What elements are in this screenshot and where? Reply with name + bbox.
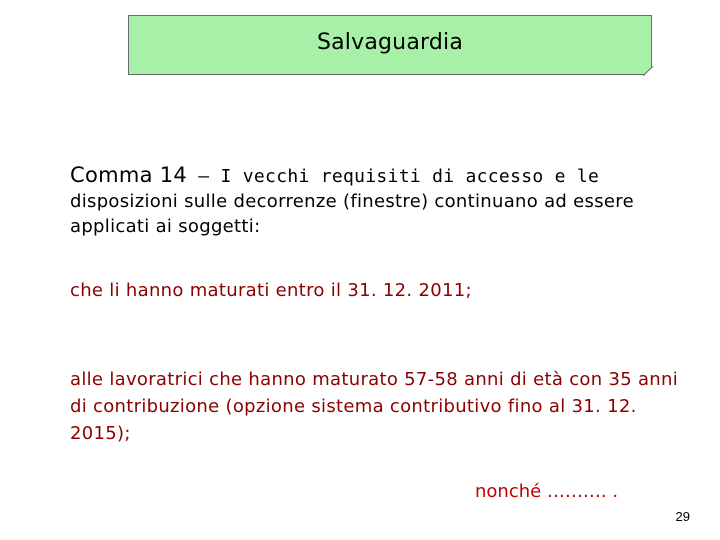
page-curl-icon [643,66,653,76]
paragraph-comma-14 [70,163,700,239]
slide-title-box [128,15,652,75]
slide-title: Salvaguardia [316,30,464,55]
comma-label: Comma 14 [70,163,188,187]
paragraph-body: disposizioni sulle decorrenze (finestre) continuano ad essere applicati ai soggetti: [70,191,634,237]
page-number: 29 [675,509,690,524]
paragraph-lavoratrici: alle lavoratrici che hanno maturato 57-58 anni di età con 35 anni di contribuzione (opzione sistema contributivo fino al 31. 12. 2015); [70,369,679,444]
paragraph-first-line: – I vecchi requisiti di accesso e le [187,166,600,187]
paragraph-matured-2011: che li hanno maturati entro il 31. 12. 2011; [70,280,472,301]
continuation-text: nonché ………. . [475,481,619,502]
